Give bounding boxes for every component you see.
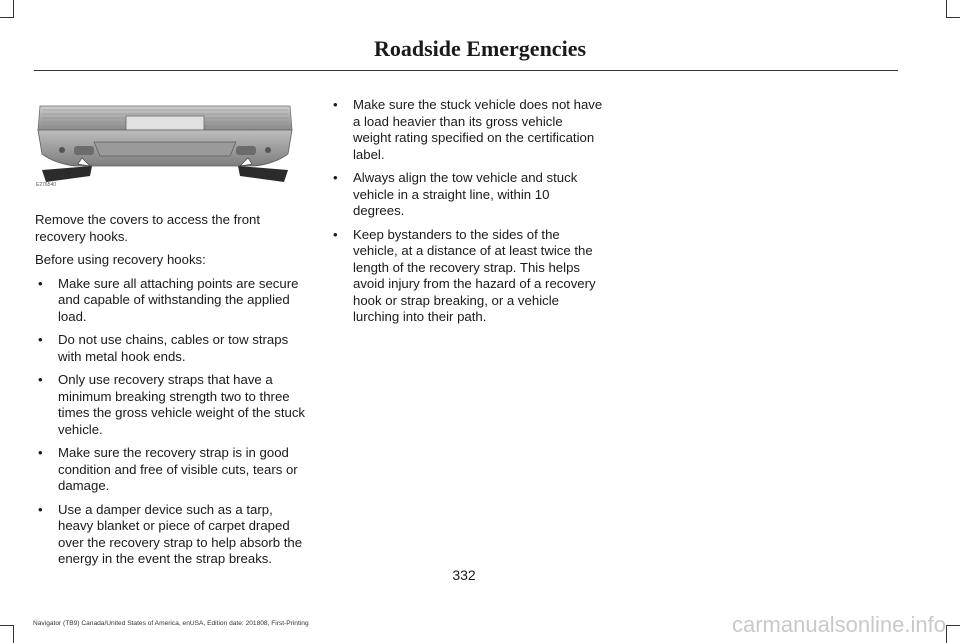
page-number: 332 [452,567,476,583]
crop-mark-top-right-v [946,0,947,18]
list-item: • Make sure the stuck vehicle does not have a load heavier than its gross vehicle weight rating specified on the certification label. [330,97,604,163]
front-bumper-illustration [34,96,296,192]
list-item: • Only use recovery straps that have a minimum breaking strength two to three times the gross vehicle weight of the stuck vehicle. [35,372,307,438]
crop-mark-top-left-h [0,17,14,18]
page-header-title: Roadside Emergencies [373,36,587,61]
intro-paragraph: Remove the covers to access the front recovery hooks. [35,212,261,244]
crop-mark-bottom-left-v [13,625,14,643]
lead-paragraph: Before using recovery hooks: [35,252,206,267]
header-rule [34,70,898,71]
list-item: • Always align the tow vehicle and stuck vehicle in a straight line, within 10 degrees. [330,170,604,220]
right-column [330,97,604,333]
left-column [35,212,307,575]
figure-code: E276540 [36,182,57,188]
crop-mark-top-left-v [13,0,14,18]
crop-mark-bottom-right-h [946,625,960,626]
list-item: • Keep bystanders to the sides of the vehicle, at a distance of at least twice the length of the recovery strap. This helps avoid injury from the hazard of a recovery hook or strap breaking, or a vehicle lurching into their path. [330,227,604,326]
list-item: • Make sure all attaching points are secure and capable of withstanding the applied load. [35,276,307,326]
right-bullet-list [330,97,604,326]
crop-mark-bottom-right-v [946,625,947,643]
bumper-drawing [34,96,296,192]
left-bullet-list [35,276,307,568]
list-item: • Use a damper device such as a tarp, heavy blanket or piece of carpet draped over the recovery strap to help absorb the energy in the event the strap breaks. [35,502,307,568]
list-item: • Do not use chains, cables or tow straps with metal hook ends. [35,332,307,365]
footer-edition-info: Navigator (TB9) Canada/United States of America, enUSA, Edition date: 201808, First-Printing [33,620,309,627]
crop-mark-top-right-h [946,17,960,18]
list-item: • Make sure the recovery strap is in good condition and free of visible cuts, tears or damage. [35,445,307,495]
watermark-text: carmanualsonline.info [731,612,946,637]
crop-mark-bottom-left-h [0,625,14,626]
